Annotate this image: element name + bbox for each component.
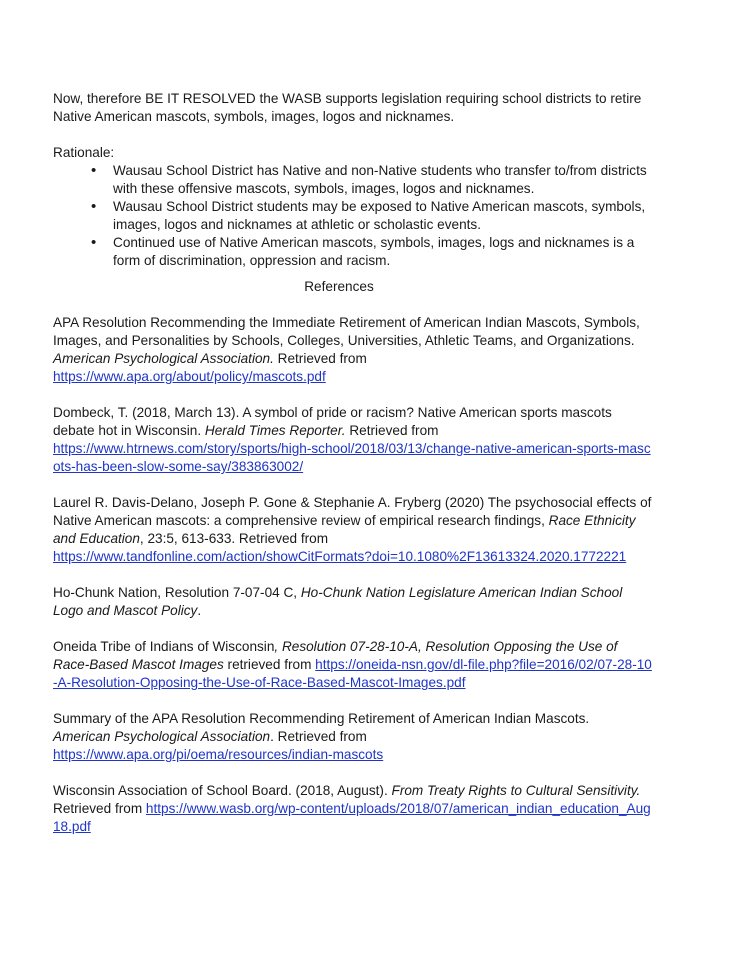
reference-source: Ho-Chunk Nation Legislature American Indian School Logo and Mascot Policy [53,585,623,618]
reference-source: American Psychological Association [53,729,271,744]
reference-link[interactable]: https://www.tandfonline.com/action/showCitFormats?doi=10.1080%2F13613324.2020.1772221 [53,549,627,564]
reference-entry [53,638,653,692]
reference-text: Laurel R. Davis-Delano, Joseph P. Gone & Stephanie A. Fryberg (2020) The psychosocial effects of Native American mascots: a comprehensive review of empirical research findings, [53,495,652,528]
reference-retrieved: retrieved from [223,657,316,672]
references-heading: References [304,279,374,294]
rationale-item: • Continued use of Native American mascots, symbols, images, logs and nicknames is a form of discrimination, oppression and racism. [113,234,653,270]
reference-entry [53,494,653,566]
reference-text: Summary of the APA Resolution Recommending Retirement of American Indian Mascots. [53,711,590,726]
reference-source: From Treaty Rights to Cultural Sensitivity. [391,783,641,798]
reference-entry [53,710,653,764]
reference-text: Oneida Tribe of Indians of Wisconsin [53,639,275,654]
reference-entry [53,584,653,620]
reference-source: , Resolution 07-28-10-A, Resolution Opposing the Use of Race-Based Mascot Images [53,639,618,672]
reference-retrieved: . [197,603,202,618]
reference-entry [53,404,653,476]
reference-retrieved: Retrieved from [273,351,367,366]
resolution-statement: Now, therefore BE IT RESOLVED the WASB supports legislation requiring school districts to retire Native American mascots, symbols, images, logos and nicknames. [53,91,642,124]
reference-link[interactable]: https://oneida-nsn.gov/dl-file.php?file=2016/02/07-28-10-A-Resolution-Opposing-the-Use-of-Race-Based-Mascot-Images.pdf [53,657,652,690]
rationale-item: • Wausau School District has Native and non-Native students who transfer to/from districts with these offensive mascots, symbols, images, logos and nicknames. [113,162,653,198]
rationale-heading: Rationale: [53,145,115,160]
reference-text: APA Resolution Recommending the Immediate Retirement of American Indian Mascots, Symbols, Images, and Personalities by Schools, Colleges, Universities, Athletic Teams, and Organizations. [53,315,640,348]
reference-source: American Psychological Association. [53,351,274,366]
reference-text: Wisconsin Association of School Board. (2018, August). [53,783,392,798]
reference-retrieved: Retrieved from [53,801,146,816]
reference-entry [53,314,653,386]
document-page [53,90,653,854]
reference-source: Herald Times Reporter. [204,423,346,438]
reference-retrieved: Retrieved from [345,423,439,438]
reference-link[interactable]: https://www.apa.org/pi/oema/resources/indian-mascots [53,747,384,762]
reference-text: Dombeck, T. (2018, March 13). A symbol of pride or racism? Native American sports mascots debate hot in Wisconsin. [53,405,612,438]
reference-text: Ho-Chunk Nation, Resolution 7-07-04 C, [53,585,301,600]
reference-link[interactable]: https://www.wasb.org/wp-content/uploads/2018/07/american_indian_education_Aug18.pdf [53,801,651,834]
reference-source: Race Ethnicity and Education [53,513,636,546]
reference-link[interactable]: https://www.apa.org/about/policy/mascots.pdf [53,369,326,384]
reference-link[interactable]: https://www.htrnews.com/story/sports/high-school/2018/03/13/change-native-american-sports-mascots-has-been-slow-some-say/383863002/ [53,441,651,474]
reference-retrieved: . Retrieved from [270,729,367,744]
rationale-item: • Wausau School District students may be exposed to Native American mascots, symbols, images, logos and nicknames at athletic or scholastic events. [113,198,653,234]
rationale-list [53,162,653,270]
reference-retrieved: , 23:5, 613-633. Retrieved from [139,531,329,546]
reference-entry [53,782,653,836]
